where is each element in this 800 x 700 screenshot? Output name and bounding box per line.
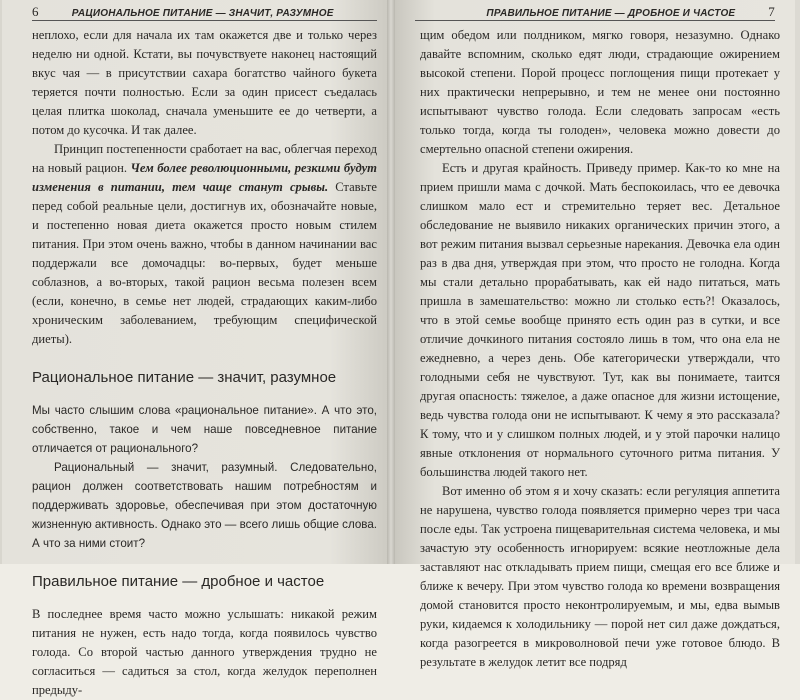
- running-head-left: [32, 4, 377, 21]
- running-head-text-left: РАЦИОНАЛЬНОЕ ПИТАНИЕ — ЗНАЧИТ, РАЗУМНОЕ: [71, 8, 334, 19]
- left-page: [2, 0, 387, 697]
- book-gutter: [387, 0, 395, 564]
- paragraph: [32, 140, 377, 349]
- paragraph-text: Принцип постепенности сработает на вас, облегчая переход на новый рацион.: [32, 142, 377, 175]
- paragraph: В последнее время часто можно услышать: никакой режим питания не нужен, есть надо тогда, когда появилось чувство голода. Со второй частью данного утверждения трудно не согласиться — садиться за стол, когда желудок переполнен предыду-: [32, 607, 377, 697]
- running-head-right: [415, 4, 775, 21]
- paragraph: Есть и другая крайность. Приведу пример. Как-то ко мне на прием пришли мама с дочкой. Мать беспокоилась, что ее девочка слишком мало ест и стремительно теряет вес. Детальное обследование не выявило никаких органических причин этого, а вот режим питания вызвал серьезные нарекания. Девочка ела один раз в два дня, утверждая при этом, что просто не голодна. Когда мы стали детально прорабатывать, как ей надо питаться, мать пришла в замешательство: можно ли столько есть?! Оказалось, что в этой семье вообще принято есть один раз в сутки, и все отличие дочкиного питания состояло лишь в том, что она ела не ежедневно, а через день. Обе категорически утверждали, что голодными себя не чувствуют. Тут, как вы понимаете, таится другая опасность: тяжелое, а даже опасное для жизни истощение, ведь чувства голода они не испытывают. К чему я это рассказала? К тому, что и у слишком полных людей, и у этой парочки налицо явные отклонения от нормального суточного ритма питания. У большинства людей такого нет.: [420, 161, 780, 479]
- section-heading: Рациональное питание — значит, разумное: [32, 369, 337, 386]
- paragraph: щим обедом или полдником, мягко говоря, незазумно. Однако давайте вспомним, сколько едят люди, страдающие ожирением высокой степени. Порой процесс поглощения пищи протекает у них практически непрерывно, и тем не менее они постоянно испытывают чувство голода. Если следовать запросам «есть только тогда, когда ты голоден», человека можно довести до смертельно опасной степени ожирения.: [420, 28, 780, 156]
- paragraph: Вот именно об этом я и хочу сказать: если регуляция аппетита не нарушена, чувство голода появляется примерно через три часа после еды. Так устроена пищеварительная система человека, и мы зачастую эту особенность игнорируем: всякие неотложные дела заставляют нас откладывать прием пищи, смещая его все ближе и ближе к вечеру. При этом чувство голода ко времени возвращения домой становится просто неконтролируемым, и мы, едва вымыв руки, кидаемся к холодильнику — порой нет сил даже дождаться, когда разогреется в микроволновой печи уже готовое блюдо. В результате в желудок летит все подряд: [420, 484, 780, 669]
- left-page-body: [32, 26, 377, 700]
- right-page-body: [420, 26, 780, 672]
- running-head-text-right: ПРАВИЛЬНОЕ ПИТАНИЕ — ДРОБНОЕ И ЧАСТОЕ: [486, 8, 736, 19]
- paragraph: Мы часто слышим слова «рациональное питание». А что это, собственно, такое и чем наше повседневное питание отличается от рационального?: [32, 404, 377, 455]
- page-number-right: 7: [768, 4, 775, 19]
- emphasized-text: Чем более революционными, резкими будут изменения в питании, тем чаще станут срывы.: [32, 161, 377, 194]
- paragraph-text: Ставьте перед собой реальные цели, достигнув их, обозначайте новые, и постепенно новая диета окажется просто новым стилем питания. При этом очень важно, чтобы в данном начинании вас поддержали все домочадцы: во-первых, будет меньше соблазнов, а во-вторых, такой рацион весьма полезен всем (если, конечно, в семье нет людей, страдающих каким-либо хроническим заболеванием, требующим специфической диеты).: [32, 180, 377, 346]
- paragraph: неплохо, если для начала их там окажется две и только через неделю ни одной. Кстати, вы почувствуете наконец настоящий вкус чая — в присутствии сахара богатство чайного букета теряется почти полностью. Если за один присест съедалась целая плитка шоколад, сначала уменьшите ее до четверти, а потом до кусочка. И так далее.: [32, 28, 377, 137]
- page-number-left: 6: [32, 4, 39, 19]
- section-body: [32, 401, 377, 553]
- paragraph: Рациональный — значит, разумный. Следовательно, рацион должен соответствовать нашим потребностям и поддерживать здоровье, обеспечивая при этом достаточную жизненную активность. Однако это — всего лишь общие слова. А что за ними стоит?: [32, 461, 377, 550]
- section-heading: Правильное питание — дробное и частое: [32, 573, 325, 590]
- right-page: [395, 0, 795, 669]
